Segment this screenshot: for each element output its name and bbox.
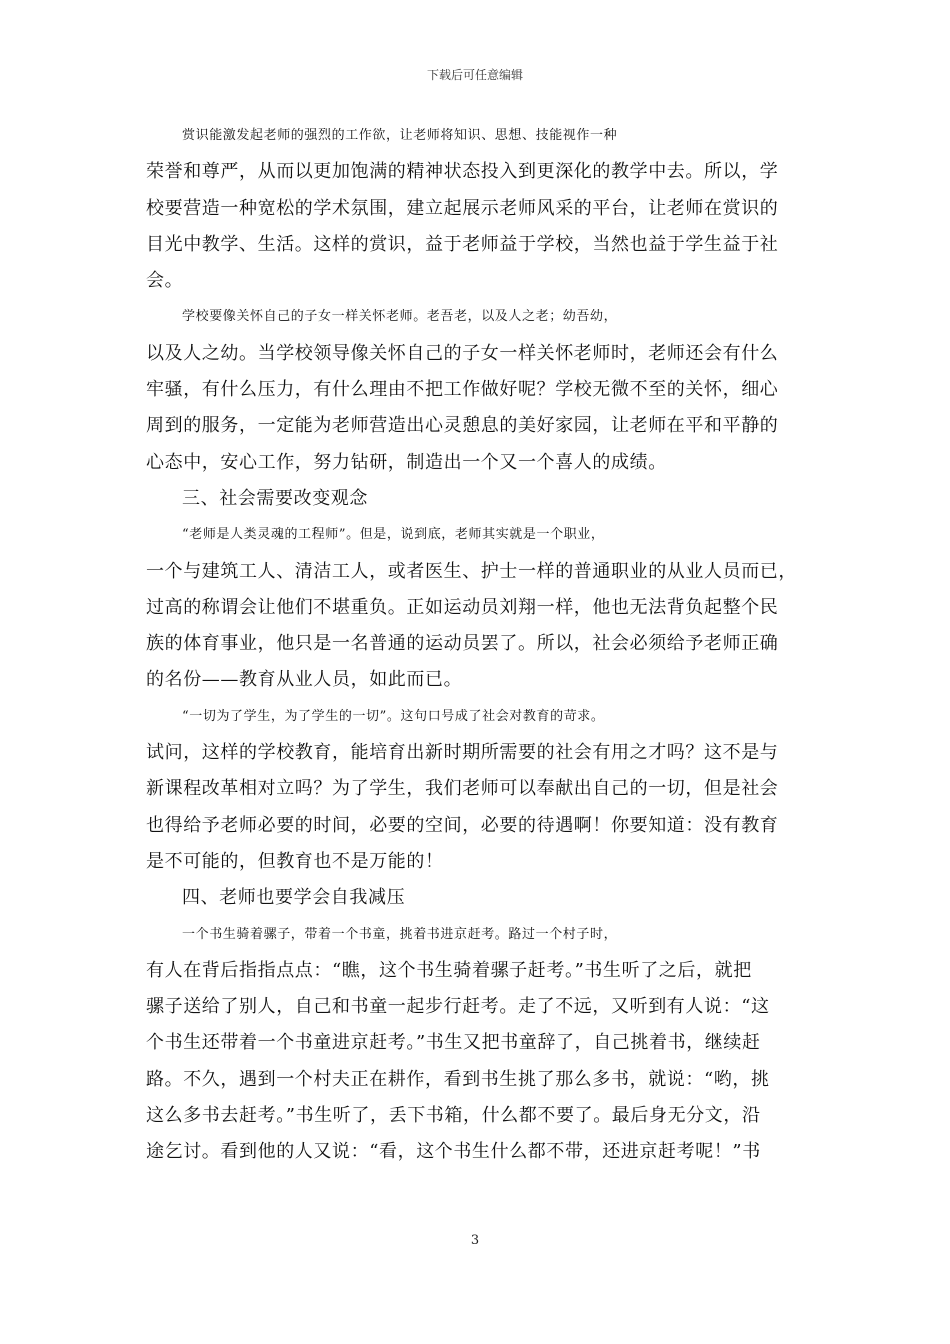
text-line: 路。不久，遇到一个村夫正在耕作，看到书生挑了那么多书，就说：“哟，挑 bbox=[146, 1068, 770, 1090]
text-line: 也得给予老师必要的时间，必要的空间，必要的待遇啊！你要知道：没有教育 bbox=[146, 814, 779, 836]
text-line: 族的体育事业，他只是一名普通的运动员罢了。所以，社会必须给予老师正确 bbox=[146, 633, 779, 655]
text-line: 试问，这样的学校教育，能培育出新时期所需要的社会有用之才吗？这不是与 bbox=[146, 742, 779, 764]
text-line: 周到的服务，一定能为老师营造出心灵憩息的美好家园，让老师在平和平静的 bbox=[146, 415, 779, 437]
text-line: 一个与建筑工人、清洁工人，或者医生、护士一样的普通职业的从业人员而已， bbox=[146, 560, 797, 582]
text-line: 是不可能的，但教育也不是万能的！ bbox=[146, 850, 444, 872]
text-line: 以及人之幼。当学校领导像关怀自己的子女一样关怀老师时，老师还会有什么 bbox=[146, 342, 779, 364]
text-line: “老师是人类灵魂的工程师”。但是，说到底，老师其实就是一个职业， bbox=[182, 527, 605, 543]
paragraph-scholar-story bbox=[146, 917, 808, 1171]
text-line: 校要营造一种宽松的学术氛围，建立起展示老师风采的平台，让老师在赏识的 bbox=[146, 197, 779, 219]
text-line: 学校要像关怀自己的子女一样关怀老师。老吾老，以及人之老；幼吾幼， bbox=[182, 309, 618, 325]
text-line: 目光中教学、生活。这样的赏识，益于老师益于学校，当然也益于学生益于社 bbox=[146, 233, 779, 255]
text-line: 一个书生骑着骡子，带着一个书童，挑着书进京赶考。路过一个村子时， bbox=[182, 926, 618, 942]
paragraph-engineer bbox=[146, 517, 808, 698]
document-body bbox=[146, 118, 808, 1171]
text-line: 这么多书去赶考。”书生听了，丢下书箱，什么都不要了。最后身无分文，沿 bbox=[146, 1105, 761, 1127]
paragraph-slogan bbox=[146, 699, 808, 880]
text-line: 荣誉和尊严，从而以更加饱满的精神状态投入到更深化的教学中去。所以，学 bbox=[146, 161, 779, 183]
text-line: 新课程改革相对立吗？为了学生，我们老师可以奉献出自己的一切，但是社会 bbox=[146, 778, 779, 800]
page-number: 3 bbox=[470, 1233, 480, 1248]
text-line: 骡子送给了别人，自己和书童一起步行赶考。走了不远，又听到有人说：“这 bbox=[146, 996, 770, 1018]
section-heading-3: 三、社会需要改变观念 bbox=[182, 487, 368, 509]
text-line: 会。 bbox=[146, 270, 184, 292]
text-line: 过高的称谓会让他们不堪重负。正如运动员刘翔一样，他也无法背负起整个民 bbox=[146, 596, 779, 618]
text-line: 牢骚，有什么压力，有什么理由不把工作做好呢？学校无微不至的关怀，细心 bbox=[146, 379, 779, 401]
text-line: 途乞讨。看到他的人又说：“看，这个书生什么都不带，还进京赶考呢！”书 bbox=[146, 1141, 761, 1163]
section-heading-4: 四、老师也要学会自我减压 bbox=[182, 887, 406, 909]
text-line: “一切为了学生，为了学生的一切”。这句口号成了社会对教育的苛求。 bbox=[182, 708, 605, 724]
paragraph-appreciation bbox=[146, 118, 808, 299]
text-line: 的名份——教育从业人员，如此而已。 bbox=[146, 669, 463, 691]
text-line: 心态中，安心工作，努力钻研，制造出一个又一个喜人的成绩。 bbox=[146, 451, 667, 473]
text-line: 有人在背后指指点点：“瞧，这个书生骑着骡子赶考。”书生听了之后，就把 bbox=[146, 959, 752, 981]
text-line: 个书生还带着一个书童进京赶考。”书生又把书童辞了，自己挑着书，继续赶 bbox=[146, 1032, 761, 1054]
page-header: 下载后可任意编辑 bbox=[426, 68, 523, 82]
paragraph-care bbox=[146, 299, 808, 480]
text-line: 赏识能激发起老师的强烈的工作欲，让老师将知识、思想、技能视作一种 bbox=[182, 128, 618, 143]
